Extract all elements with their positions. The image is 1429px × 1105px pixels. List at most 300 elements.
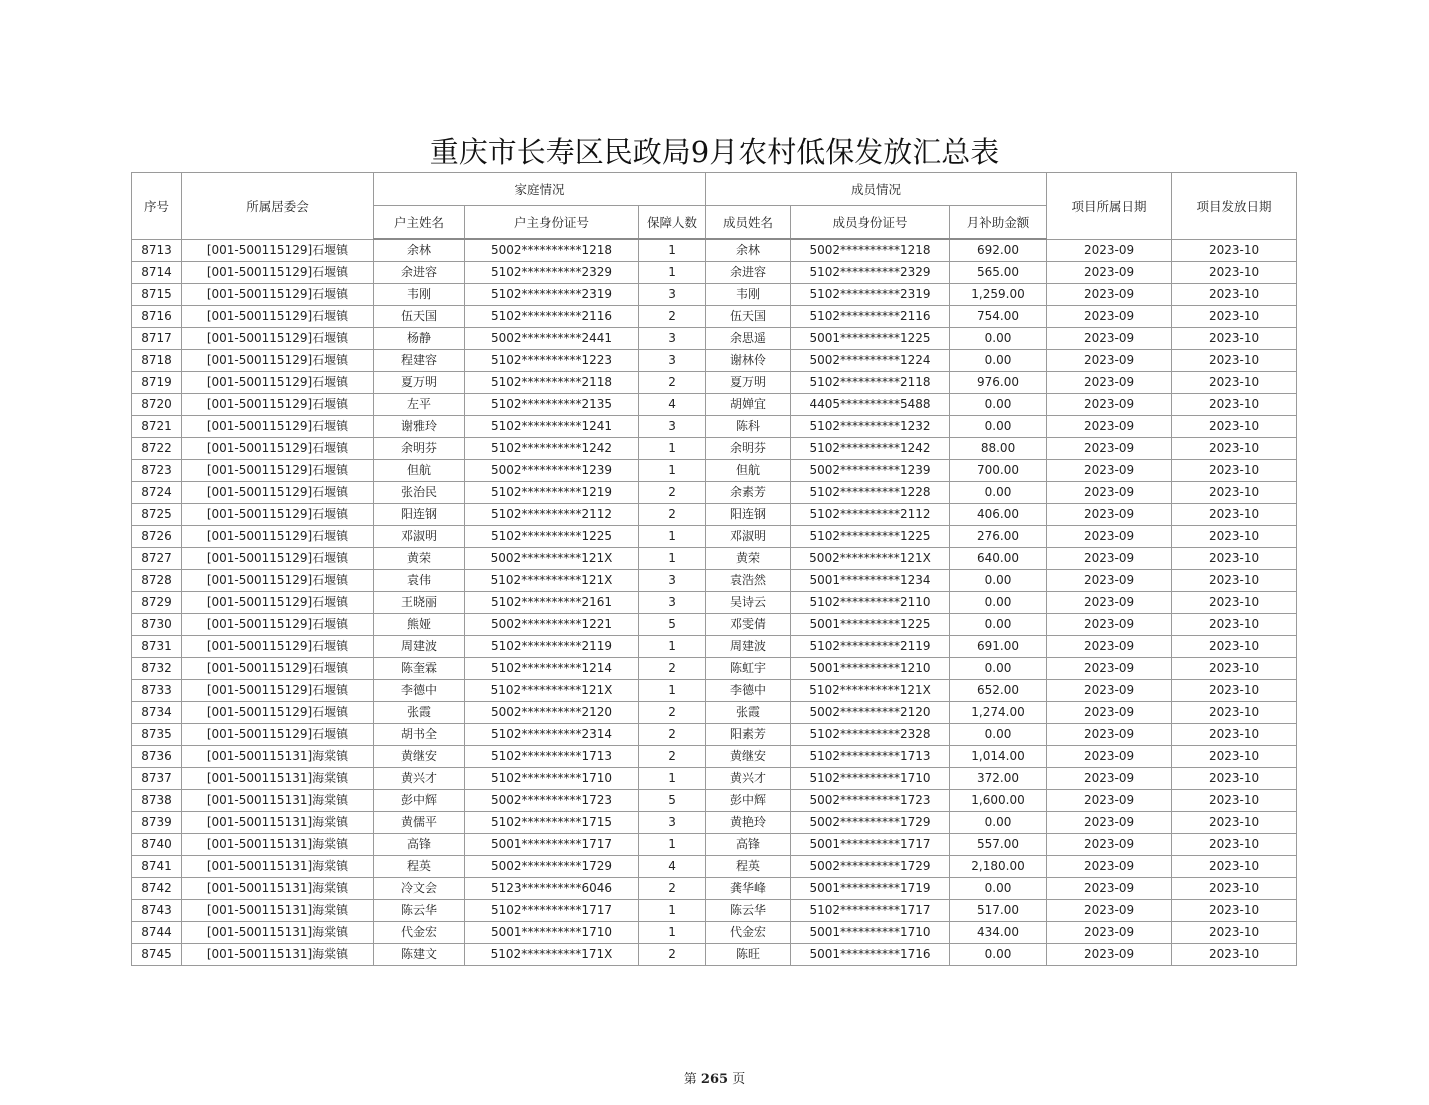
cell-seq: 8744 [132,922,182,944]
cell-member-id: 5001**********1225 [791,614,950,636]
cell-amount: 691.00 [950,636,1047,658]
cell-head-name: 左平 [374,394,465,416]
table-row [132,944,1297,966]
cell-head-id: 5102**********2135 [465,394,639,416]
cell-member-id: 5001**********1234 [791,570,950,592]
cell-issue-date: 2023-10 [1172,724,1297,746]
cell-member-name: 陈科 [706,416,791,438]
cell-project-date: 2023-09 [1047,306,1172,328]
cell-member-name: 余林 [706,239,791,262]
cell-project-date: 2023-09 [1047,284,1172,306]
cell-issue-date: 2023-10 [1172,504,1297,526]
cell-member-id: 5102**********2118 [791,372,950,394]
cell-issue-date: 2023-10 [1172,922,1297,944]
cell-seq: 8741 [132,856,182,878]
table-row [132,592,1297,614]
cell-head-name: 余明芬 [374,438,465,460]
cell-head-name: 黄儒平 [374,812,465,834]
cell-seq: 8727 [132,548,182,570]
table-row [132,239,1297,262]
header-persons: 保障人数 [639,206,706,240]
cell-committee: [001-500115129]石堰镇 [182,284,374,306]
cell-member-id: 5102**********1717 [791,900,950,922]
cell-head-id: 5102**********121X [465,570,639,592]
page-number [0,1068,1429,1087]
cell-member-id: 5102**********121X [791,680,950,702]
cell-head-name: 夏万明 [374,372,465,394]
table-row [132,504,1297,526]
cell-head-name: 周建波 [374,636,465,658]
cell-amount: 517.00 [950,900,1047,922]
cell-member-name: 伍天国 [706,306,791,328]
cell-project-date: 2023-09 [1047,834,1172,856]
cell-member-id: 5102**********2319 [791,284,950,306]
cell-member-name: 袁浩然 [706,570,791,592]
cell-amount: 372.00 [950,768,1047,790]
table-row [132,438,1297,460]
cell-committee: [001-500115131]海棠镇 [182,944,374,966]
cell-project-date: 2023-09 [1047,658,1172,680]
cell-issue-date: 2023-10 [1172,416,1297,438]
cell-committee: [001-500115129]石堰镇 [182,372,374,394]
cell-head-name: 杨静 [374,328,465,350]
cell-member-id: 5002**********1729 [791,856,950,878]
cell-project-date: 2023-09 [1047,922,1172,944]
cell-member-id: 5002**********1729 [791,812,950,834]
cell-amount: 652.00 [950,680,1047,702]
cell-seq: 8734 [132,702,182,724]
cell-issue-date: 2023-10 [1172,570,1297,592]
cell-member-name: 韦刚 [706,284,791,306]
cell-member-id: 5102**********2119 [791,636,950,658]
cell-issue-date: 2023-10 [1172,790,1297,812]
cell-committee: [001-500115129]石堰镇 [182,636,374,658]
cell-committee: [001-500115129]石堰镇 [182,680,374,702]
table-row [132,790,1297,812]
cell-head-id: 5102**********2112 [465,504,639,526]
cell-member-id: 5001**********1716 [791,944,950,966]
cell-committee: [001-500115131]海棠镇 [182,834,374,856]
cell-committee: [001-500115131]海棠镇 [182,900,374,922]
cell-persons: 2 [639,944,706,966]
table-row [132,394,1297,416]
cell-head-id: 5102**********2116 [465,306,639,328]
cell-project-date: 2023-09 [1047,724,1172,746]
cell-member-id: 5001**********1710 [791,922,950,944]
cell-persons: 1 [639,239,706,262]
cell-amount: 0.00 [950,350,1047,372]
cell-seq: 8735 [132,724,182,746]
cell-head-name: 张治民 [374,482,465,504]
cell-head-name: 冷文会 [374,878,465,900]
cell-committee: [001-500115129]石堰镇 [182,306,374,328]
cell-issue-date: 2023-10 [1172,658,1297,680]
cell-head-id: 5102**********2118 [465,372,639,394]
cell-member-id: 5001**********1210 [791,658,950,680]
cell-head-name: 陈建文 [374,944,465,966]
cell-project-date: 2023-09 [1047,328,1172,350]
cell-head-name: 代金宏 [374,922,465,944]
cell-project-date: 2023-09 [1047,460,1172,482]
cell-committee: [001-500115131]海棠镇 [182,746,374,768]
header-committee: 所属居委会 [182,173,374,240]
cell-member-name: 陈旺 [706,944,791,966]
cell-persons: 3 [639,350,706,372]
cell-seq: 8740 [132,834,182,856]
table-row [132,636,1297,658]
cell-issue-date: 2023-10 [1172,284,1297,306]
page-number-value: 265 [700,1072,729,1087]
header-head-id: 户主身份证号 [465,206,639,240]
cell-persons: 1 [639,900,706,922]
header-amount: 月补助金额 [950,206,1047,240]
cell-member-id: 5001**********1225 [791,328,950,350]
cell-head-id: 5002**********1239 [465,460,639,482]
table-row [132,306,1297,328]
cell-project-date: 2023-09 [1047,548,1172,570]
cell-member-name: 黄兴才 [706,768,791,790]
cell-project-date: 2023-09 [1047,900,1172,922]
table-row [132,878,1297,900]
cell-seq: 8737 [132,768,182,790]
cell-head-name: 胡书全 [374,724,465,746]
cell-project-date: 2023-09 [1047,350,1172,372]
cell-head-name: 陈奎霖 [374,658,465,680]
cell-persons: 2 [639,658,706,680]
cell-committee: [001-500115129]石堰镇 [182,394,374,416]
cell-amount: 700.00 [950,460,1047,482]
cell-seq: 8732 [132,658,182,680]
cell-member-name: 余进容 [706,262,791,284]
cell-member-name: 周建波 [706,636,791,658]
cell-head-name: 余林 [374,239,465,262]
cell-issue-date: 2023-10 [1172,900,1297,922]
cell-project-date: 2023-09 [1047,372,1172,394]
cell-amount: 976.00 [950,372,1047,394]
cell-committee: [001-500115129]石堰镇 [182,239,374,262]
cell-amount: 0.00 [950,570,1047,592]
page-title: 重庆市长寿区民政局9月农村低保发放汇总表 [429,135,1000,169]
cell-head-name: 谢雅玲 [374,416,465,438]
cell-seq: 8723 [132,460,182,482]
cell-project-date: 2023-09 [1047,856,1172,878]
cell-issue-date: 2023-10 [1172,548,1297,570]
cell-member-name: 陈云华 [706,900,791,922]
cell-head-id: 5102**********2329 [465,262,639,284]
cell-head-name: 阳连钢 [374,504,465,526]
cell-member-id: 4405**********5488 [791,394,950,416]
cell-amount: 434.00 [950,922,1047,944]
cell-member-name: 谢林伶 [706,350,791,372]
table-row [132,262,1297,284]
cell-member-name: 龚华峰 [706,878,791,900]
page-prefix: 第 [683,1072,697,1087]
table-row [132,570,1297,592]
table-row [132,856,1297,878]
cell-issue-date: 2023-10 [1172,834,1297,856]
cell-head-name: 黄兴才 [374,768,465,790]
cell-member-id: 5102**********1228 [791,482,950,504]
cell-committee: [001-500115131]海棠镇 [182,878,374,900]
cell-issue-date: 2023-10 [1172,746,1297,768]
cell-issue-date: 2023-10 [1172,944,1297,966]
header-family-group: 家庭情况 [374,173,706,206]
cell-seq: 8722 [132,438,182,460]
cell-member-id: 5002**********1224 [791,350,950,372]
cell-seq: 8736 [132,746,182,768]
cell-amount: 0.00 [950,416,1047,438]
cell-head-name: 陈云华 [374,900,465,922]
cell-head-id: 5102**********2161 [465,592,639,614]
cell-project-date: 2023-09 [1047,746,1172,768]
cell-committee: [001-500115131]海棠镇 [182,812,374,834]
cell-member-name: 夏万明 [706,372,791,394]
cell-head-id: 5002**********121X [465,548,639,570]
cell-persons: 1 [639,636,706,658]
table-body [132,239,1297,966]
cell-project-date: 2023-09 [1047,768,1172,790]
cell-persons: 3 [639,592,706,614]
cell-head-id: 5123**********6046 [465,878,639,900]
table-row [132,768,1297,790]
cell-member-name: 吴诗云 [706,592,791,614]
cell-project-date: 2023-09 [1047,416,1172,438]
cell-seq: 8724 [132,482,182,504]
cell-persons: 3 [639,284,706,306]
cell-persons: 5 [639,614,706,636]
cell-committee: [001-500115131]海棠镇 [182,856,374,878]
cell-committee: [001-500115129]石堰镇 [182,504,374,526]
cell-issue-date: 2023-10 [1172,614,1297,636]
cell-persons: 4 [639,394,706,416]
cell-head-id: 5102**********1214 [465,658,639,680]
cell-committee: [001-500115129]石堰镇 [182,548,374,570]
cell-committee: [001-500115131]海棠镇 [182,922,374,944]
cell-seq: 8738 [132,790,182,812]
cell-issue-date: 2023-10 [1172,438,1297,460]
cell-member-name: 高锋 [706,834,791,856]
summary-table [131,172,1297,966]
cell-head-id: 5002**********1723 [465,790,639,812]
cell-member-name: 余思遥 [706,328,791,350]
cell-amount: 565.00 [950,262,1047,284]
cell-persons: 2 [639,702,706,724]
cell-amount: 0.00 [950,482,1047,504]
cell-persons: 1 [639,834,706,856]
cell-persons: 1 [639,438,706,460]
cell-project-date: 2023-09 [1047,394,1172,416]
cell-member-name: 陈虹宇 [706,658,791,680]
cell-seq: 8713 [132,239,182,262]
cell-amount: 0.00 [950,592,1047,614]
cell-project-date: 2023-09 [1047,878,1172,900]
table-row [132,922,1297,944]
cell-member-name: 阳素芳 [706,724,791,746]
cell-project-date: 2023-09 [1047,482,1172,504]
cell-head-name: 程英 [374,856,465,878]
cell-member-name: 张霞 [706,702,791,724]
cell-head-name: 张霞 [374,702,465,724]
cell-issue-date: 2023-10 [1172,702,1297,724]
cell-project-date: 2023-09 [1047,239,1172,262]
cell-committee: [001-500115129]石堰镇 [182,570,374,592]
cell-head-id: 5002**********2120 [465,702,639,724]
cell-issue-date: 2023-10 [1172,768,1297,790]
cell-head-id: 5001**********1717 [465,834,639,856]
cell-persons: 2 [639,504,706,526]
table-row [132,284,1297,306]
table-row [132,834,1297,856]
cell-amount: 0.00 [950,328,1047,350]
table-row [132,460,1297,482]
cell-member-id: 5002**********1218 [791,239,950,262]
header-member-group: 成员情况 [706,173,1047,206]
cell-seq: 8714 [132,262,182,284]
cell-amount: 0.00 [950,812,1047,834]
cell-head-name: 韦刚 [374,284,465,306]
cell-persons: 1 [639,460,706,482]
table-row [132,724,1297,746]
cell-member-name: 邓雯倩 [706,614,791,636]
cell-member-id: 5002**********1239 [791,460,950,482]
cell-issue-date: 2023-10 [1172,460,1297,482]
cell-amount: 0.00 [950,724,1047,746]
cell-head-id: 5102**********171X [465,944,639,966]
header-head-name: 户主姓名 [374,206,465,240]
cell-head-name: 李德中 [374,680,465,702]
cell-amount: 1,014.00 [950,746,1047,768]
cell-seq: 8721 [132,416,182,438]
cell-head-name: 熊娅 [374,614,465,636]
table-row [132,746,1297,768]
cell-member-id: 5002**********1723 [791,790,950,812]
cell-head-name: 彭中辉 [374,790,465,812]
cell-committee: [001-500115129]石堰镇 [182,482,374,504]
table-row [132,548,1297,570]
cell-project-date: 2023-09 [1047,614,1172,636]
cell-member-name: 但航 [706,460,791,482]
cell-member-id: 5102**********1710 [791,768,950,790]
cell-amount: 88.00 [950,438,1047,460]
cell-persons: 3 [639,328,706,350]
cell-issue-date: 2023-10 [1172,262,1297,284]
cell-seq: 8730 [132,614,182,636]
cell-head-name: 伍天国 [374,306,465,328]
cell-head-id: 5102**********1717 [465,900,639,922]
cell-committee: [001-500115129]石堰镇 [182,328,374,350]
cell-member-name: 邓淑明 [706,526,791,548]
cell-amount: 276.00 [950,526,1047,548]
cell-seq: 8743 [132,900,182,922]
cell-project-date: 2023-09 [1047,702,1172,724]
cell-persons: 3 [639,416,706,438]
cell-member-id: 5102**********1242 [791,438,950,460]
table-row [132,350,1297,372]
cell-seq: 8733 [132,680,182,702]
cell-amount: 2,180.00 [950,856,1047,878]
cell-project-date: 2023-09 [1047,526,1172,548]
cell-head-name: 黄继安 [374,746,465,768]
header-member-id: 成员身份证号 [791,206,950,240]
cell-head-id: 5102**********1223 [465,350,639,372]
cell-member-id: 5001**********1719 [791,878,950,900]
cell-persons: 1 [639,768,706,790]
cell-member-name: 余素芳 [706,482,791,504]
cell-persons: 1 [639,526,706,548]
cell-issue-date: 2023-10 [1172,372,1297,394]
cell-head-id: 5102**********1710 [465,768,639,790]
header-issue-date: 项目发放日期 [1172,173,1297,240]
cell-member-name: 胡婵宜 [706,394,791,416]
table-row [132,526,1297,548]
cell-member-name: 程英 [706,856,791,878]
cell-amount: 557.00 [950,834,1047,856]
cell-head-name: 高锋 [374,834,465,856]
cell-head-id: 5102**********2314 [465,724,639,746]
cell-project-date: 2023-09 [1047,570,1172,592]
cell-committee: [001-500115129]石堰镇 [182,350,374,372]
cell-member-id: 5102**********2112 [791,504,950,526]
cell-head-id: 5102**********1225 [465,526,639,548]
cell-committee: [001-500115129]石堰镇 [182,526,374,548]
cell-committee: [001-500115129]石堰镇 [182,592,374,614]
cell-head-id: 5002**********1729 [465,856,639,878]
cell-head-name: 王晓丽 [374,592,465,614]
cell-head-id: 5102**********1713 [465,746,639,768]
cell-head-id: 5102**********1242 [465,438,639,460]
cell-persons: 2 [639,482,706,504]
cell-committee: [001-500115129]石堰镇 [182,460,374,482]
cell-issue-date: 2023-10 [1172,350,1297,372]
cell-amount: 1,259.00 [950,284,1047,306]
cell-seq: 8719 [132,372,182,394]
table-row [132,900,1297,922]
cell-project-date: 2023-09 [1047,944,1172,966]
cell-issue-date: 2023-10 [1172,482,1297,504]
cell-committee: [001-500115129]石堰镇 [182,702,374,724]
cell-project-date: 2023-09 [1047,790,1172,812]
cell-persons: 2 [639,878,706,900]
cell-seq: 8742 [132,878,182,900]
cell-issue-date: 2023-10 [1172,526,1297,548]
cell-head-id: 5102**********121X [465,680,639,702]
cell-member-id: 5002**********2120 [791,702,950,724]
cell-persons: 1 [639,922,706,944]
cell-persons: 2 [639,306,706,328]
cell-issue-date: 2023-10 [1172,239,1297,262]
cell-persons: 4 [639,856,706,878]
cell-head-name: 黄荣 [374,548,465,570]
cell-head-name: 程建容 [374,350,465,372]
cell-head-id: 5102**********2119 [465,636,639,658]
cell-member-name: 彭中辉 [706,790,791,812]
cell-member-name: 阳连钢 [706,504,791,526]
cell-amount: 640.00 [950,548,1047,570]
cell-issue-date: 2023-10 [1172,636,1297,658]
cell-issue-date: 2023-10 [1172,394,1297,416]
cell-seq: 8715 [132,284,182,306]
table-row [132,812,1297,834]
cell-committee: [001-500115129]石堰镇 [182,658,374,680]
cell-issue-date: 2023-10 [1172,878,1297,900]
cell-member-id: 5002**********121X [791,548,950,570]
header-seq: 序号 [132,173,182,240]
cell-issue-date: 2023-10 [1172,592,1297,614]
cell-persons: 2 [639,724,706,746]
cell-amount: 754.00 [950,306,1047,328]
cell-member-name: 黄荣 [706,548,791,570]
cell-committee: [001-500115131]海棠镇 [182,768,374,790]
